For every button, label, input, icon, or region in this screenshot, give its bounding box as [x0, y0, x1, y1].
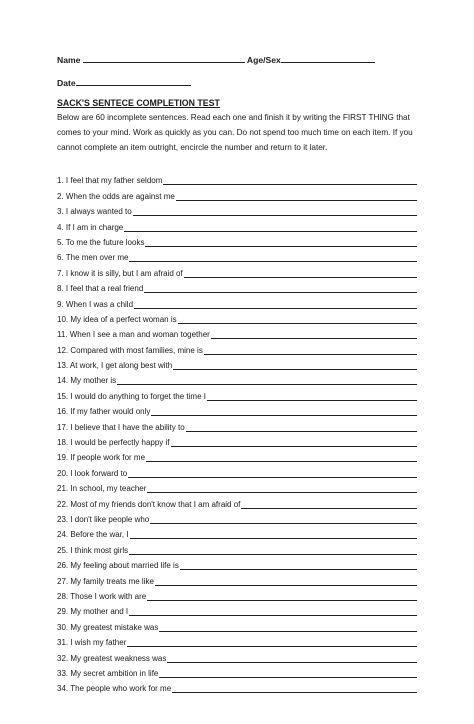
sentence-list [57, 170, 417, 693]
sentence-stem: 28. Those I work with are [57, 591, 147, 601]
sentence-stem: 2. When the odds are against me [57, 191, 175, 201]
sentence-item [57, 370, 417, 385]
sentence-item [57, 601, 417, 616]
answer-line[interactable] [128, 467, 417, 478]
sentence-item [57, 247, 417, 262]
sentence-item [57, 524, 417, 539]
sentence-stem: 31. I wish my father [57, 638, 127, 648]
answer-line[interactable] [171, 436, 417, 447]
answer-line[interactable] [151, 405, 417, 416]
sentence-stem: 34. The people who work for me [57, 684, 172, 694]
sentence-item [57, 262, 417, 277]
date-field[interactable] [76, 77, 191, 86]
date-label: Date [57, 78, 76, 88]
answer-line[interactable] [186, 421, 417, 432]
sentence-stem: 33. My secret ambition in life [57, 668, 159, 678]
sentence-item [57, 401, 417, 416]
page-title: SACK'S SENTECE COMPLETION TEST [57, 98, 220, 108]
sentence-item [57, 278, 417, 293]
answer-line[interactable] [134, 298, 417, 309]
sentence-stem: 16. If my father would only [57, 407, 151, 417]
sentence-item [57, 232, 417, 247]
answer-line[interactable] [147, 590, 417, 601]
sentence-stem: 3. I always wanted to [57, 207, 132, 217]
sentence-stem: 21. In school, my teacher [57, 484, 147, 494]
answer-line[interactable] [146, 451, 417, 462]
instructions-text: Below are 60 incomplete sentences. Read each one and finish it by writing the FIRST THING that comes to your mind. Work as quickly as you can. Do not spend too much time on each item. If you cannot complete an item outright, encircle the number and return to it later. [57, 113, 413, 152]
answer-line[interactable] [167, 652, 417, 663]
sentence-item [57, 416, 417, 431]
sentence-stem: 5. To me the future looks [57, 237, 145, 247]
sentence-stem: 25. I think most girls [57, 545, 129, 555]
answer-line[interactable] [178, 313, 417, 324]
answer-line[interactable] [133, 205, 417, 216]
sentence-item [57, 216, 417, 231]
sentence-item [57, 586, 417, 601]
sentence-stem: 22. Most of my friends don't know that I am afraid of [57, 499, 241, 509]
sentence-item [57, 493, 417, 508]
sentence-item [57, 385, 417, 400]
answer-line[interactable] [145, 236, 417, 247]
sentence-item [57, 555, 417, 570]
answer-line[interactable] [150, 513, 417, 524]
answer-line[interactable] [155, 575, 417, 586]
answer-line[interactable] [211, 328, 417, 339]
answer-line[interactable] [163, 174, 417, 185]
answer-line[interactable] [144, 282, 417, 293]
sentence-stem: 15. I would do anything to forget the time I [57, 391, 206, 401]
sentence-item [57, 432, 417, 447]
sentence-stem: 1. I feel that my father seldom [57, 176, 163, 186]
sentence-stem: 9. When I was a child [57, 299, 134, 309]
answer-line[interactable] [184, 267, 417, 278]
sentence-stem: 7. I know it is silly, but I am afraid of [57, 268, 183, 278]
sentence-stem: 17. I believe that I have the ability to [57, 422, 185, 432]
date-row [57, 77, 191, 88]
sentence-item [57, 339, 417, 354]
name-label: Name [57, 55, 81, 65]
sentence-stem: 14. My mother is [57, 376, 117, 386]
answer-line[interactable] [129, 251, 417, 262]
sentence-stem: 4. If I am in charge [57, 222, 124, 232]
age-sex-field[interactable] [281, 54, 375, 63]
sentence-stem: 24. Before the war, I [57, 530, 129, 540]
answer-line[interactable] [204, 344, 417, 355]
sentence-stem: 26. My feeling about married life is [57, 561, 179, 571]
sentence-item [57, 309, 417, 324]
answer-line[interactable] [176, 190, 417, 201]
sentence-item [57, 509, 417, 524]
name-field[interactable] [83, 54, 245, 63]
sentence-stem: 23. I don't like people who [57, 514, 150, 524]
sentence-item [57, 678, 417, 693]
sentence-item [57, 647, 417, 662]
answer-line[interactable] [129, 605, 417, 616]
sentence-item [57, 478, 417, 493]
sentence-item [57, 632, 417, 647]
sentence-item [57, 447, 417, 462]
sentence-item [57, 185, 417, 200]
answer-line[interactable] [124, 221, 417, 232]
answer-line[interactable] [159, 667, 417, 678]
sentence-item [57, 324, 417, 339]
sentence-item [57, 355, 417, 370]
sentence-stem: 32. My greatest weakness was [57, 653, 167, 663]
answer-line[interactable] [147, 482, 417, 493]
sentence-item [57, 663, 417, 678]
sentence-item [57, 616, 417, 631]
name-age-row [57, 54, 375, 65]
sentence-stem: 30. My greatest mistake was [57, 622, 159, 632]
sentence-item [57, 293, 417, 308]
answer-line[interactable] [127, 636, 417, 647]
answer-line[interactable] [159, 621, 417, 632]
sentence-stem: 20. I look forward to [57, 468, 128, 478]
answer-line[interactable] [207, 390, 417, 401]
sentence-stem: 19. If people work for me [57, 453, 146, 463]
sentence-stem: 6. The men over me [57, 253, 129, 263]
answer-line[interactable] [180, 559, 417, 570]
sentence-item [57, 170, 417, 185]
sentence-item [57, 539, 417, 554]
answer-line[interactable] [173, 359, 417, 370]
sentence-stem: 8. I feel that a real friend [57, 284, 144, 294]
age-sex-label: Age/Sex [246, 55, 281, 65]
sentence-stem: 12. Compared with most families, mine is [57, 345, 203, 355]
sentence-item [57, 201, 417, 216]
answer-line[interactable] [130, 528, 417, 539]
sentence-stem: 29. My mother and I [57, 607, 129, 617]
answer-line[interactable] [172, 682, 417, 693]
sentence-item [57, 570, 417, 585]
answer-line[interactable] [241, 498, 417, 509]
sentence-stem: 18. I would be perfectly happy if [57, 438, 170, 448]
answer-line[interactable] [129, 544, 417, 555]
answer-line[interactable] [117, 374, 417, 385]
sentence-stem: 10. My idea of a perfect woman is [57, 314, 177, 324]
sentence-stem: 27. My family treats me like [57, 576, 154, 586]
sentence-stem: 13. At work, I get along best with [57, 361, 173, 371]
sentence-stem: 11. When I see a man and woman together [57, 330, 210, 340]
sentence-item [57, 462, 417, 477]
